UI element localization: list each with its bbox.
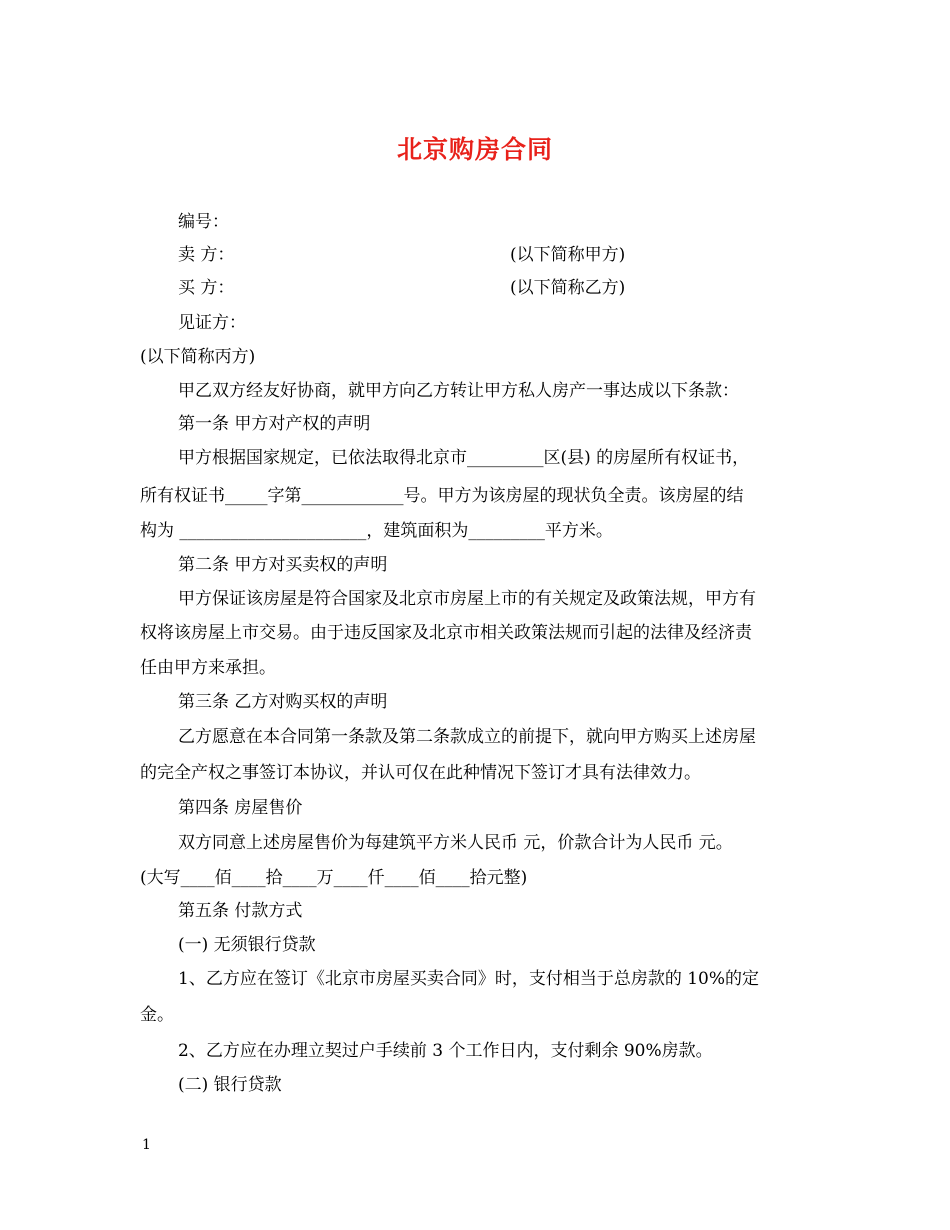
article-5-item-1-line-2: 金。 [140, 1005, 174, 1025]
article-4-title: 第四条 房屋售价 [178, 798, 303, 818]
article-1-line-2: 所有权证书_____字第____________号。甲方为该房屋的现状负全责。该房屋的结 [140, 486, 744, 506]
witness-label: 见证方： [178, 313, 246, 333]
article-3-line-1: 乙方愿意在本合同第一条款及第二条款成立的前提下，就向甲方购买上述房屋 [178, 727, 756, 747]
article-5-subsection-2: (二) 银行贷款 [178, 1075, 282, 1095]
article-3-title: 第三条 乙方对购买权的声明 [178, 692, 388, 712]
number-label: 编号： [178, 212, 229, 232]
article-2-title: 第二条 甲方对买卖权的声明 [178, 555, 388, 575]
article-5-title: 第五条 付款方式 [178, 901, 303, 921]
article-3-line-2: 的完全产权之事签订本协议，并认可仅在此种情况下签订才具有法律效力。 [140, 763, 701, 783]
article-2-line-2: 权将该房屋上市交易。由于违反国家及北京市相关政策法规而引起的法律及经济责 [140, 623, 752, 643]
page-number: 1 [142, 1137, 151, 1153]
document-title: 北京购房合同 [396, 135, 553, 164]
article-4-line-1: 双方同意上述房屋售价为每建筑平方米人民币 元，价款合计为人民币 元。 [178, 833, 733, 853]
article-1-line-1: 甲方根据国家规定，已依法取得北京市_________区(县) 的房屋所有权证书， [178, 448, 750, 468]
article-5-subsection-1: (一) 无须银行贷款 [178, 935, 316, 955]
buyer-label: 买 方： [178, 278, 235, 298]
article-2-line-3: 任由甲方来承担。 [140, 658, 276, 678]
article-1-title: 第一条 甲方对产权的声明 [178, 414, 371, 434]
intro-paragraph: 甲乙双方经友好协商，就甲方向乙方转让甲方私人房产一事达成以下条款： [178, 381, 739, 401]
witness-note: (以下简称丙方) [140, 347, 256, 367]
article-1-line-3: 构为 ______________________，建筑面积为_________平方米。 [140, 521, 613, 541]
seller-label: 卖 方： [178, 245, 235, 265]
buyer-note: (以下简称乙方) [510, 278, 626, 298]
article-5-item-1-line-1: 1、乙方应在签订《北京市房屋买卖合同》时，支付相当于总房款的 10%的定 [178, 969, 760, 989]
article-4-line-2: (大写____佰____拾____万____仟____佰____拾元整) [140, 868, 528, 888]
seller-note: (以下简称甲方) [510, 245, 626, 265]
article-5-item-2: 2、乙方应在办理立契过户手续前 3 个工作日内，支付剩余 90%房款。 [178, 1041, 713, 1061]
article-2-line-1: 甲方保证该房屋是符合国家及北京市房屋上市的有关规定及政策法规，甲方有 [178, 589, 756, 609]
